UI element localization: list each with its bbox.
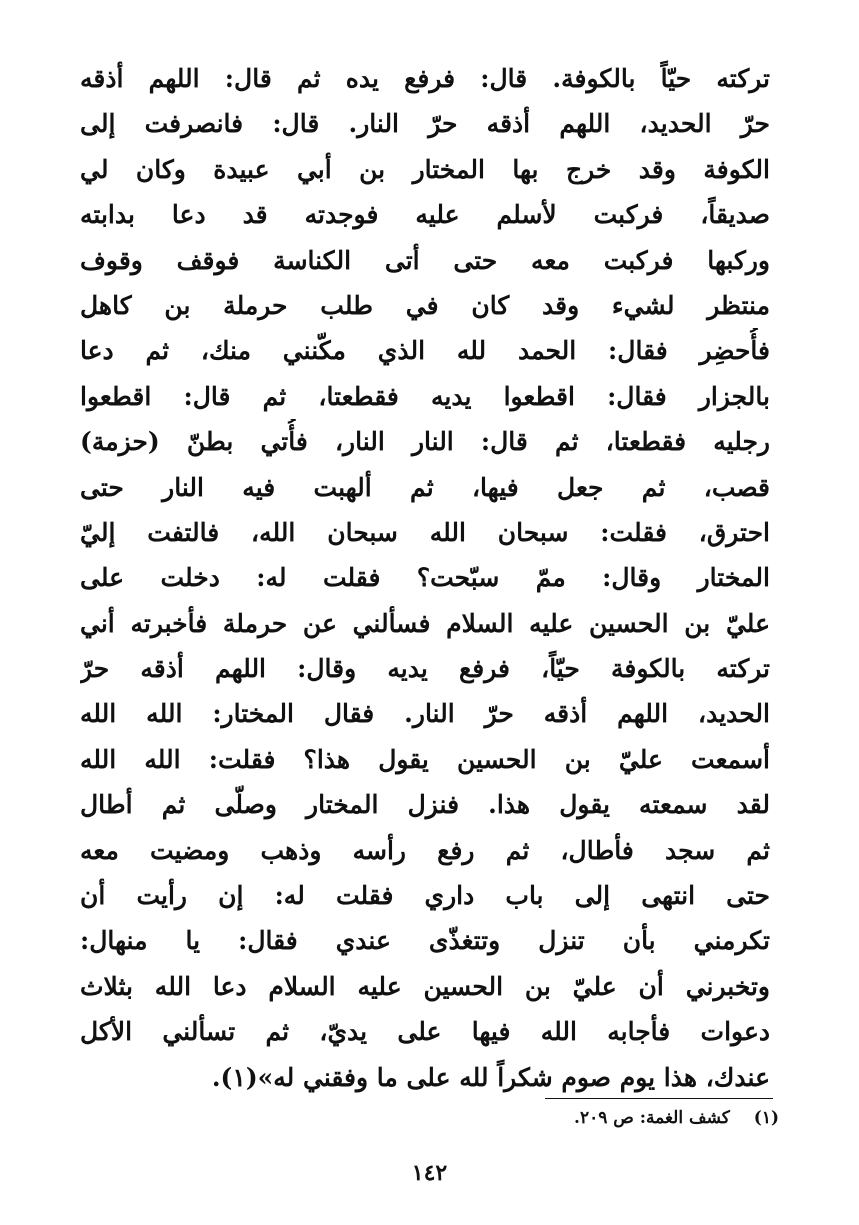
- text-line: ثم سجد فأطال، ثم رفع رأسه وذهب ومضيت معه: [80, 835, 770, 865]
- text-line: لقد سمعته يقول هذا. فنزل المختار وصلّى ثم أطال: [80, 790, 770, 820]
- text-line: حتى انتهى إلى باب داري فقلت له: إن رأيت أن: [80, 881, 770, 911]
- footnote-divider: [545, 1098, 773, 1099]
- text-line: بالجزار فقال: اقطعوا يديه فقطعتا، ثم قال: اقطعوا: [80, 381, 770, 411]
- text-line: وركبها فركبت معه حتى أتى الكناسة فوقف وقوف: [80, 245, 770, 275]
- footnote-text: كشف الغمة: ص ٢٠٩.: [574, 1108, 730, 1128]
- text-line: عندك، هذا يوم صوم شكراً لله على ما وفقني له»(١).: [211, 1062, 770, 1092]
- text-line: احترق، فقلت: سبحان الله سبحان الله، فالتفت إليّ: [80, 517, 770, 547]
- text-line: المختار وقال: ممّ سبّحت؟ فقلت له: دخلت على: [80, 563, 770, 593]
- text-line: حرّ الحديد، اللهم أذقه حرّ النار. قال: فانصرفت إلى: [80, 109, 770, 139]
- text-line: تركته بالكوفة حيّاً، فرفع يديه وقال: اللهم أذقه حرّ: [80, 654, 770, 684]
- text-line: عليّ بن الحسين عليه السلام فسألني عن حرملة فأخبرته أني: [80, 608, 770, 638]
- text-line: أسمعت عليّ بن الحسين يقول هذا؟ فقلت: الله الله: [80, 744, 770, 774]
- page-number: ١٤٢: [411, 1160, 448, 1186]
- main-text-block: [80, 56, 770, 1100]
- text-line: دعوات فأجابه الله فيها على يديّ، ثم تسألني الأكل: [80, 1017, 770, 1047]
- text-line: صديقاً، فركبت لأسلم عليه فوجدته قد دعا بدابته: [80, 200, 770, 230]
- footnote-number: (١): [753, 1108, 779, 1128]
- text-line: فأُحضِر فقال: الحمد لله الذي مكّنني منك، ثم دعا: [80, 336, 770, 366]
- text-line: الحديد، اللهم أذقه حرّ النار. فقال المختار: الله الله: [80, 699, 770, 729]
- text-line: تركته حيّاً بالكوفة. قال: فرفع يده ثم قال: اللهم أذقه: [80, 64, 770, 93]
- text-line: قصب، ثم جعل فيها، ثم ألهبت فيه النار حتى: [80, 472, 770, 502]
- text-line: وتخبرني أن عليّ بن الحسين عليه السلام دعا الله بثلاث: [80, 971, 770, 1001]
- text-line: تكرمني بأن تنزل وتتغذّى عندي فقال: يا منهال:: [80, 926, 770, 956]
- text-line: الكوفة وقد خرج بها المختار بن أبي عبيدة وكان لي: [80, 154, 770, 184]
- text-line: رجليه فقطعتا، ثم قال: النار النار، فأُتي بطنّ (حزمة): [80, 427, 770, 457]
- text-line: منتظر لشيء وقد كان في طلب حرملة بن كاهل: [80, 290, 770, 320]
- footnote: [574, 1108, 779, 1128]
